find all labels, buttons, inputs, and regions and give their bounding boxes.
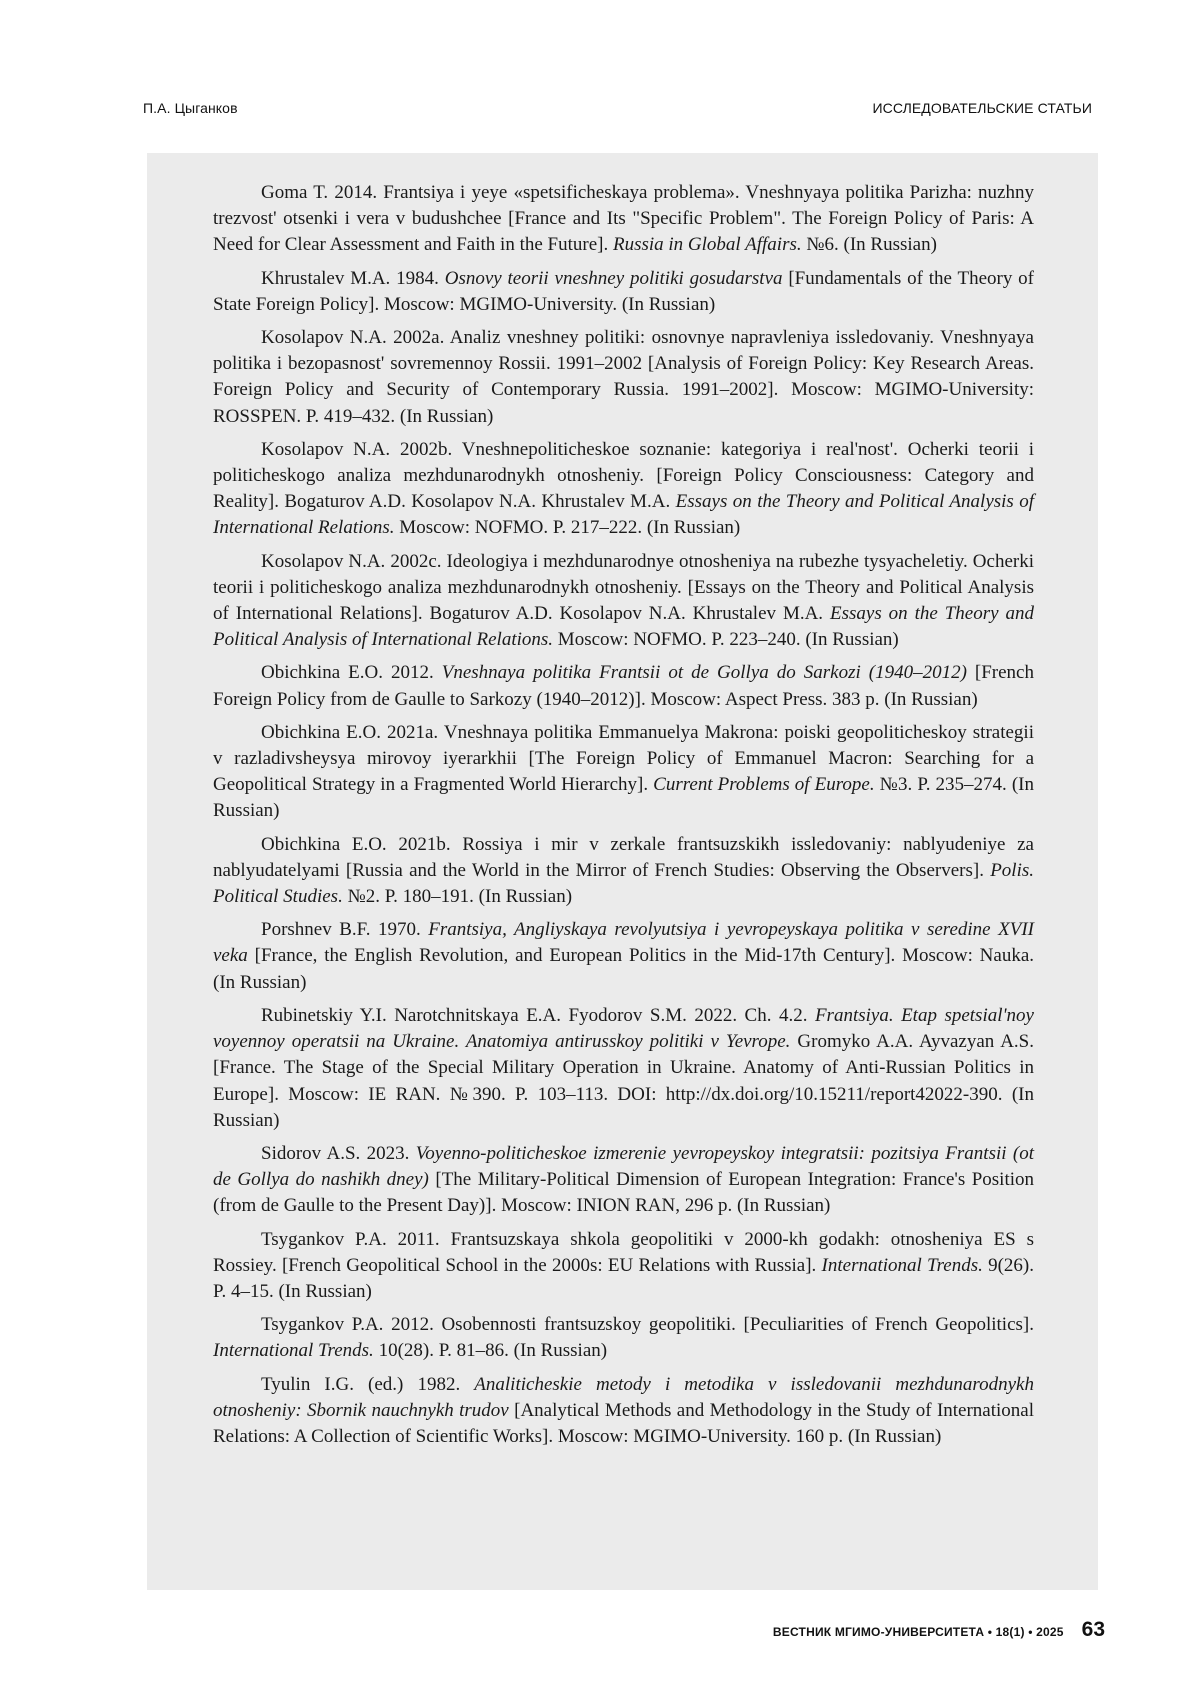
reference-text: [France, the English Revolution, and European Politics in the Mid-17th Century]. Moscow: Nauka. (In Russian) xyxy=(213,945,1034,992)
reference-text: №2. P. 180–191. (In Russian) xyxy=(343,886,572,907)
reference-entry xyxy=(213,1003,1034,1134)
reference-text: Obichkina E.O. 2021b. Rossiya i mir v zerkale frantsuzskikh issledovaniy: nablyudeniye za nablyudatelyami [Russia and the World in the Mirror of French Studies: Observing the Observers]. xyxy=(213,834,1034,881)
reference-text: Rubinetskiy Y.I. Narotchnitskaya E.A. Fyodorov S.M. 2022. Ch. 4.2. xyxy=(261,1005,815,1026)
reference-italic-title: Frantsiya, Angliyskaya revolyutsiya i yevropeyskaya politika v seredine XVII veka xyxy=(213,919,1034,966)
reference-text: Gromyko A.A. Ayvazyan A.S. [France. The Stage of the Special Military Operation in Ukraine. Anatomy of Anti-Russian Politics in Europe]. Moscow: IE RAN. №390. P. 103–113. DOI: http://dx.doi.org/10.15211/report42022-390. (In Russian) xyxy=(213,1031,1034,1131)
reference-italic-title: Voyenno-politicheskoe izmerenie yevropeyskoy integratsii: pozitsiya Frantsii (ot de Gollya do nashikh dney) xyxy=(213,1143,1034,1190)
reference-text: [The Military-Political Dimension of European Integration: France's Position (from de Gaulle to the Present Day)]. Moscow: INION RAN, 296 p. (In Russian) xyxy=(213,1169,1034,1216)
running-head-author: П.А. Цыганков xyxy=(143,100,238,116)
reference-entry xyxy=(213,917,1034,996)
reference-italic-title: Analiticheskie metody i metodika v issledovanii mezhdunarodnykh otnosheniy: Sbornik nauchnykh trudov xyxy=(213,1374,1034,1421)
page-footer xyxy=(773,1618,1105,1642)
reference-text: Porshnev B.F. 1970. xyxy=(261,919,428,940)
reference-entry xyxy=(213,1141,1034,1220)
reference-text: Obichkina E.O. 2021a. Vneshnaya politika Emmanuelya Makrona: poiski geopoliticheskoy strategii v razladivsheysya mirovoy iyerarkhii [The Foreign Policy of Emmanuel Macron: Searching for a Geopolitical Strategy in a Fragmented World Hierarchy]. xyxy=(213,722,1034,795)
references-box xyxy=(147,153,1098,1590)
reference-italic-title: Current Problems of Europe. xyxy=(653,774,874,795)
reference-text: Khrustalev M.A. 1984. xyxy=(261,268,445,289)
reference-italic-title: International Trends. xyxy=(822,1255,983,1276)
reference-italic-title: Essays on the Theory and Political Analysis of International Relations. xyxy=(213,491,1034,538)
reference-text: 10(28). P. 81–86. (In Russian) xyxy=(374,1340,607,1361)
reference-text: Moscow: NOFMO. P. 223–240. (In Russian) xyxy=(553,629,899,650)
reference-entry xyxy=(213,660,1034,712)
reference-text: Moscow: NOFMO. P. 217–222. (In Russian) xyxy=(395,517,741,538)
reference-text: Kosolapov N.A. 2002a. Analiz vneshney politiki: osnovnye napravleniya issledovaniy. Vneshnyaya politika i bezopasnost' sovremennoy Rossii. 1991–2002 [Analysis of Foreign Policy: Key Research Areas. Foreign Policy and Security of Contemporary Russia. 1991–2002]. Moscow: MGIMO-University: ROSSPEN. P. 419–432. (In Russian) xyxy=(213,327,1034,427)
reference-text: Kosolapov N.A. 2002c. Ideologiya i mezhdunarodnye otnosheniya na rubezhe tysyacheletiy. Ocherki teorii i politicheskogo analiza mezhdunarodnykh otnosheniy. [Essays on the Theory and Political Analysis of International Relations]. Bogaturov A.D. Kosolapov N.A. Khrustalev M.A. xyxy=(213,551,1034,624)
reference-entry xyxy=(213,1312,1034,1364)
reference-text: Tsygankov P.A. 2011. Frantsuzskaya shkola geopolitiki v 2000-kh godakh: otnosheniya ES s Rossiey. [French Geopolitical School in the 2000s: EU Relations with Russia]. xyxy=(213,1229,1034,1276)
reference-italic-title: Russia in Global Affairs. xyxy=(613,234,802,255)
reference-entry xyxy=(213,1227,1034,1306)
reference-text: №6. (In Russian) xyxy=(802,234,937,255)
reference-entry xyxy=(213,180,1034,259)
reference-entry xyxy=(213,720,1034,825)
journal-issue: ВЕСТНИК МГИМО-УНИВЕРСИТЕТА • 18(1) • 2025 xyxy=(773,1625,1064,1639)
reference-text: [Fundamentals of the Theory of State Foreign Policy]. Moscow: MGIMO-University. (In Russian) xyxy=(213,268,1034,315)
reference-entry xyxy=(213,832,1034,911)
reference-text: 9(26). P. 4–15. (In Russian) xyxy=(213,1255,1034,1302)
page-number: 63 xyxy=(1082,1618,1105,1642)
reference-italic-title: Vneshnaya politika Frantsii ot de Gollya do Sarkozi (1940–2012) xyxy=(442,662,967,683)
reference-text: Tyulin I.G. (ed.) 1982. xyxy=(261,1374,474,1395)
reference-text: [French Foreign Policy from de Gaulle to Sarkozy (1940–2012)]. Moscow: Aspect Press. 383 p. (In Russian) xyxy=(213,662,1034,709)
reference-entry xyxy=(213,1372,1034,1451)
reference-text: Tsygankov P.A. 2012. Osobennosti frantsuzskoy geopolitiki. [Peculiarities of French Geopolitics]. xyxy=(261,1314,1034,1335)
reference-italic-title: Frantsiya. Etap spetsial'noy voyennoy operatsii na Ukraine. Anatomiya antirusskoy politiki v Yevrope. xyxy=(213,1005,1034,1052)
reference-text: Obichkina E.O. 2012. xyxy=(261,662,442,683)
reference-entry xyxy=(213,437,1034,542)
reference-entry xyxy=(213,549,1034,654)
reference-text: Kosolapov N.A. 2002b. Vneshnepoliticheskoe soznanie: kategoriya i real'nost'. Ocherki teorii i politicheskogo analiza mezhdunarodnykh otnosheniy. [Foreign Policy Consciousness: Category and Reality]. Bogaturov A.D. Kosolapov N.A. Khrustalev M.A. xyxy=(213,439,1034,512)
reference-entry xyxy=(213,325,1034,430)
reference-text: Sidorov A.S. 2023. xyxy=(261,1143,416,1164)
reference-italic-title: International Trends. xyxy=(213,1340,374,1361)
reference-text: Goma T. 2014. Frantsiya i yeye «spetsificheskaya problema». Vneshnyaya politika Parizha: nuzhny trezvost' otsenki i vera v budushchee [France and Its "Specific Problem". The Foreign Policy of Paris: A Need for Clear Assessment and Faith in the Future]. xyxy=(213,182,1034,255)
reference-entry xyxy=(213,266,1034,318)
reference-italic-title: Polis. Political Studies. xyxy=(213,860,1034,907)
reference-italic-title: Essays on the Theory and Political Analysis of International Relations. xyxy=(213,603,1034,650)
reference-text: №3. P. 235–274. (In Russian) xyxy=(213,774,1034,821)
running-head-section: ИССЛЕДОВАТЕЛЬСКИЕ СТАТЬИ xyxy=(872,100,1092,116)
reference-italic-title: Osnovy teorii vneshney politiki gosudarstva xyxy=(445,268,783,289)
reference-text: [Analytical Methods and Methodology in the Study of International Relations: A Collection of Scientific Works]. Moscow: MGIMO-University. 160 p. (In Russian) xyxy=(213,1400,1034,1447)
